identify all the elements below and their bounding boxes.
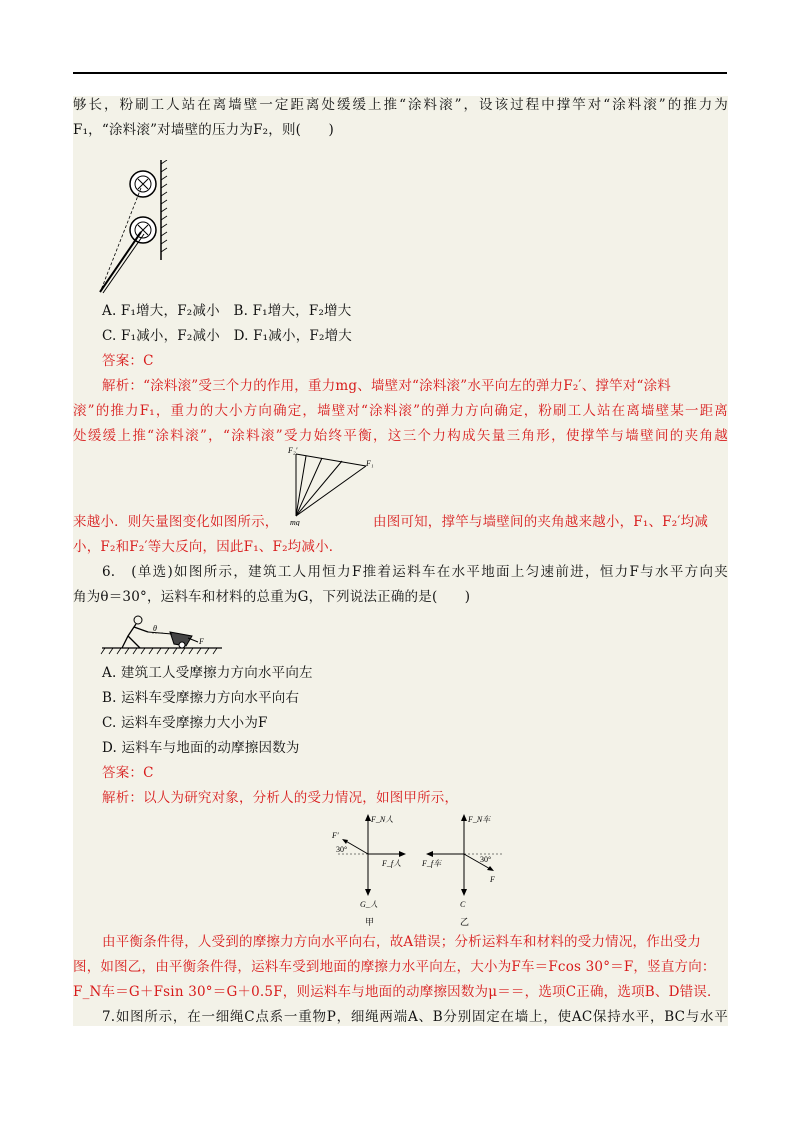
vector-label-f1: F₁ — [366, 459, 374, 468]
vector-label-mg: mg — [290, 518, 300, 526]
q5-option-cd: C. F₁减小，F₂减小 D. F₁减小，F₂增大 — [102, 328, 352, 344]
jia-g-label: G_人 — [360, 900, 378, 909]
q6-option-b: B. 运料车受摩擦力方向水平向右 — [102, 690, 300, 706]
q6-option-d: D. 运料车与地面的动摩擦因数为 — [102, 740, 300, 756]
yi-fn-label: F_N车 — [468, 815, 491, 824]
jia-ff-label: F_f人 — [382, 859, 402, 868]
yi-caption: 乙 — [460, 917, 470, 927]
q6-option-a: A. 建筑工人受摩擦力方向水平向左 — [102, 665, 313, 681]
worker-cart-figure — [100, 614, 225, 658]
q5-analysis-line4-right: 由图可知，撑竿与墙壁间的夹角越来越小，F₁、F₂′均减 — [373, 514, 709, 530]
q6-analysis-line3: F_N车＝G＋Fsin 30°＝G＋0.5F，则运料车与地面的动摩擦因数为μ＝＝，选项C正确，选项B、D错误． — [73, 984, 721, 1000]
q6-analysis-line1: 由平衡条件得，人受到的摩擦力方向水平向右，故A错误；分析运料车和材料的受力情况，作出受力 — [102, 934, 702, 950]
q5-analysis-line2: 滚”的推力F₁，重力的大小方向确定，墙壁对“涂料滚”的弹力方向确定，粉刷工人站在离墙壁某一距离 — [73, 403, 728, 419]
yi-f-label: F — [490, 875, 495, 884]
q5-analysis-line4-left: 来越小．则矢量图变化如图所示， — [73, 514, 279, 530]
q5-stem-line2: F₁，“涂料滚”对墙壁的压力为F₂，则( ) — [73, 122, 334, 138]
q5-stem-line1: 够长，粉刷工人站在离墙壁一定距离处缓缓上推“涂料滚”，设该过程中撑竿对“涂料滚”的推力为 — [73, 97, 728, 113]
fig-theta-label: θ — [153, 624, 157, 633]
roller-wall-figure — [95, 160, 175, 295]
force-diagram-jia — [320, 810, 410, 930]
q6-stem-line1: 6. (单选)如图所示，建筑工人用恒力F推着运料车在水平地面上匀速前进，恒力F与水平方向夹 — [102, 564, 728, 580]
q5-answer: 答案：C — [102, 353, 154, 369]
jia-fn-label: F_N人 — [371, 815, 394, 824]
jia-caption: 甲 — [365, 917, 375, 927]
q5-analysis-line3: 处缓缓上推“涂料滚”，“涂料滚”受力始终平衡，这三个力构成矢量三角形，使撑竿与墙壁间的夹角越 — [73, 428, 728, 444]
q6-analysis-line2: 图，如图乙，由平衡条件得，运料车受到地面的摩擦力水平向左，大小为F车＝Fcos 30°＝F，竖直方向： — [73, 959, 716, 975]
jia-angle-label: 30° — [336, 845, 348, 854]
header-rule — [73, 72, 727, 74]
q5-analysis-line5: 小，F₂和F₂′等大反向，因此F₁、F₂均减小． — [73, 539, 343, 555]
q5-analysis-line1: 解析：“涂料滚”受三个力的作用，重力mg、墙壁对“涂料滚”水平向左的弹力F₂′、撑竿对“涂料 — [102, 378, 671, 394]
yi-c-label: C — [460, 900, 466, 909]
q5-option-ab: A. F₁增大，F₂减小 B. F₁增大，F₂增大 — [102, 303, 352, 319]
q7-stem-line1: 7.如图所示，在一细绳C点系一重物P，细绳两端A、B分别固定在墙上，使AC保持水平，BC与水平 — [102, 1009, 728, 1025]
yi-ff-label: F_f车 — [422, 859, 442, 868]
q6-answer: 答案：C — [102, 765, 154, 781]
q6-analysis-first: 解析：以人为研究对象，分析人的受力情况，如图甲所示， — [102, 790, 459, 806]
yi-angle-label: 30° — [480, 855, 492, 864]
vector-label-f2prime: F₂′ — [288, 446, 298, 455]
q6-option-c: C. 运料车受摩擦力大小为F — [102, 715, 268, 731]
fig-force-label: F — [199, 637, 204, 646]
force-diagram-yi — [418, 810, 518, 930]
q6-stem-line2: 角为θ＝30°，运料车和材料的总重为G，下列说法正确的是( ) — [73, 589, 471, 605]
jia-fprime-label: F′ — [332, 831, 339, 840]
